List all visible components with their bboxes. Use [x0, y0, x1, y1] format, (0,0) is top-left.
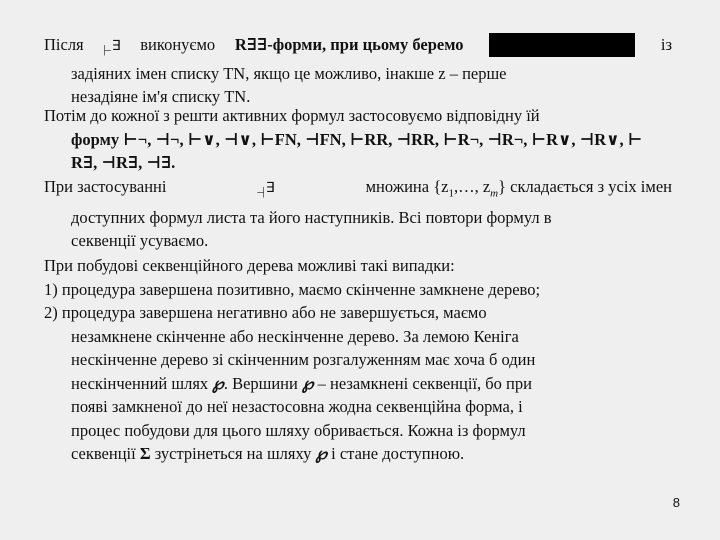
left-turnstile-exists-symbol: –| ∃	[257, 180, 275, 198]
p4-line-1: При побудові секвенційного дерева можливі такі випадки:	[44, 256, 455, 275]
p4-line-2: 1) процедура завершена позитивно, маємо скінченне замкнене дерево;	[44, 279, 541, 299]
p4-line-6: нескінченний шлях ℘. Вершини ℘ – незамкнені секвенції, бо при	[71, 373, 532, 393]
paragraph-3	[44, 175, 672, 253]
p1-line-1-a: Після	[44, 35, 84, 54]
p2-line-1: Потім до кожної з решти активних формул застосовуємо відповідну їй	[44, 106, 540, 125]
p1-line-2: задіяних імен списку TN, якщо це можливо, інакше z – перше	[71, 63, 507, 83]
p3-line-1-a: При застосуванні	[44, 177, 167, 196]
p4-line-9: секвенції Σ зустрінеться на шляху ℘ і стане доступною.	[71, 444, 465, 463]
p1-line-1-b: виконуємо	[140, 35, 216, 54]
p3-line-1-set: множина {$z_1,\dots$, $z_m$} складається з усіх імен	[365, 177, 672, 200]
p3-line-2: доступних формул листа та його наступників. Всі повтори формул в	[71, 207, 552, 227]
paragraph-4	[44, 254, 672, 466]
p3-line-1	[44, 175, 672, 206]
p1-line-3: незадіяне ім'я списку TN.	[71, 87, 251, 106]
sigma-symbol-icon: Σ	[139, 444, 151, 463]
paragraph-1	[44, 33, 672, 109]
p1-line-1-d: із	[660, 35, 672, 54]
p3-line-3: секвенції усуваємо.	[71, 231, 209, 251]
path-symbol-icon: ℘	[315, 444, 328, 463]
path-symbol-icon: ℘	[301, 373, 314, 393]
turnstile-exists-symbol: |– ∃	[103, 38, 121, 56]
p4-line-4: незамкнене скінченне або нескінченне дерево. За лемою Кеніга	[71, 326, 519, 346]
p4-line-5: нескінченне дерево зі скінченним розгалуженням має хоча б один	[71, 350, 536, 369]
p2-line-3: R∃, ⊣R∃, ⊣∃.	[71, 153, 176, 172]
page-number: 8	[672, 495, 680, 510]
p4-line-3: 2) процедура завершена негативно або не завершується, маємо	[44, 303, 487, 322]
p1-line-1	[44, 33, 672, 62]
redacted-box	[489, 33, 635, 57]
p4-line-7: появі замкненої до неї незастосовна жодна секвенційна форма, і	[71, 397, 523, 416]
p2-line-2: форму ⊢¬, ⊣¬, ⊢∨, ⊣∨, ⊢FN, ⊣FN, ⊢RR, ⊣RR, ⊢R¬, ⊣R¬, ⊢R∨, ⊣R∨, ⊢	[71, 129, 643, 149]
paragraph-2	[44, 104, 672, 175]
p1-line-1-c: R∃∃-форми, при цьому беремо	[234, 35, 464, 54]
p4-line-8: процес побудови для цього шляху обривається. Кожна із формул	[71, 420, 526, 440]
path-symbol-icon: ℘	[212, 373, 224, 393]
